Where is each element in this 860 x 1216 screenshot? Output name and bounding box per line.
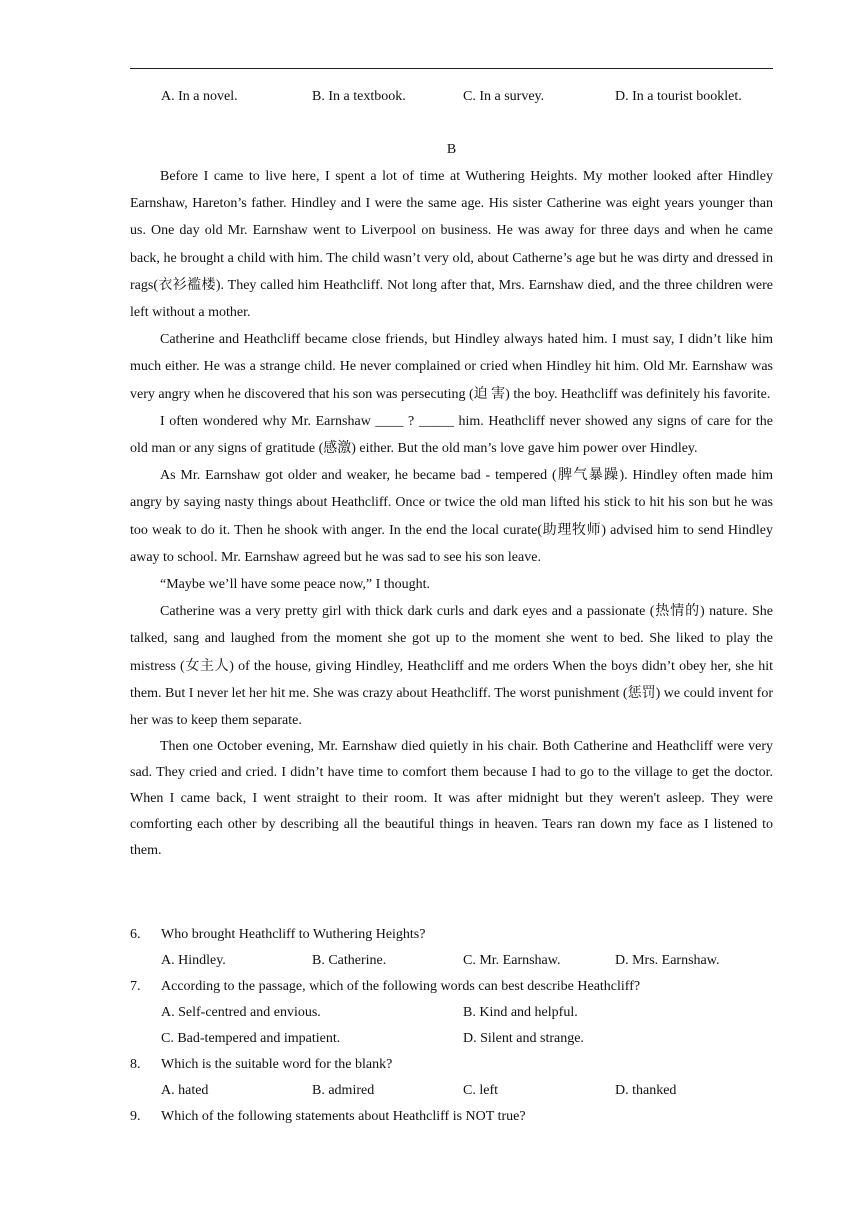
question-text: According to the passage, which of the following words can best describe Heathcliff? <box>161 979 641 994</box>
option-b[interactable]: B. In a textbook. <box>312 89 406 104</box>
question-number: 6. <box>130 927 141 942</box>
option-d[interactable]: D. thanked <box>615 1083 677 1098</box>
option-b[interactable]: B. admired <box>312 1083 375 1098</box>
question-text: Who brought Heathcliff to Wuthering Heights? <box>161 927 426 942</box>
option-c[interactable]: C. Mr. Earnshaw. <box>463 953 561 968</box>
reading-passage <box>130 163 773 864</box>
option-b[interactable]: B. Catherine. <box>312 953 387 968</box>
option-a[interactable]: A. Self-centred and envious. <box>161 1005 321 1020</box>
option-c[interactable]: C. Bad-tempered and impatient. <box>161 1031 341 1046</box>
question-number: 7. <box>130 979 141 994</box>
question-number: 8. <box>130 1057 141 1072</box>
option-a[interactable]: A. In a novel. <box>161 89 238 104</box>
option-d[interactable]: D. In a tourist booklet. <box>615 89 742 104</box>
option-c[interactable]: C. left <box>463 1083 498 1098</box>
paragraph-7: Then one October evening, Mr. Earnshaw died quietly in his chair. Both Catherine and Heathcliff were very sad. They cried and cried. I didn’t have time to comfort them because I had to go to the village to get the doctor. When I came back, I went straight to their room. It was after midnight but they weren't asleep. They were comforting each other by describing all the beautiful things in heaven. Tears ran down my face as I listened to them. <box>130 739 773 859</box>
question-number: 9. <box>130 1109 141 1124</box>
paragraph-6: Catherine was a very pretty girl with thick dark curls and dark eyes and a passionate (热情的) nature. She talked, sang and laughed from the moment she got up to the moment she went to bed. She liked to play the mistress (女主人) of the house, giving Hindley, Heathcliff and me orders When the boys didn’t obey her, she hit them. But I never let her hit me. She was crazy about Heathcliff. The worst punishment (惩罚) we could invent for her was to keep them separate. <box>130 604 773 729</box>
option-b[interactable]: B. Kind and helpful. <box>463 1005 578 1020</box>
paragraph-1: Before I came to live here, I spent a lot of time at Wuthering Heights. My mother looked after Hindley Earnshaw, Hareton’s father. Hindley and I were the same age. His sister Catherine was eight years younger than us. One day old Mr. Earnshaw went to Liverpool on business. He was away for three days and when he came back, he brought a child with him. The child wasn’t very old, about Catherne’s age but he was dirty and dressed in rags(衣衫褴楼). They called him Heathcliff. Not long after that, Mrs. Earnshaw died, and the three children were left without a mother. <box>130 169 773 321</box>
paragraph-3: I often wondered why Mr. Earnshaw ____ ? _____ him. Heathcliff never showed any signs of care for the old man or any signs of gratitude (感激) either. But the old man’s love gave him power over Hindley. <box>130 413 773 457</box>
option-a[interactable]: A. Hindley. <box>161 953 226 968</box>
option-c[interactable]: C. In a survey. <box>463 89 545 104</box>
option-d[interactable]: D. Mrs. Earnshaw. <box>615 953 720 968</box>
question-text: Which of the following statements about Heathcliff is NOT true? <box>161 1109 526 1124</box>
option-d[interactable]: D. Silent and strange. <box>463 1031 584 1046</box>
paragraph-2: Catherine and Heathcliff became close friends, but Hindley always hated him. I must say, I didn’t like him much either. He was a strange child. He never complained or cried when Hindley hit him. Old Mr. Earnshaw was very angry when he discovered that his son was persecuting (迫 害) the boy. Heathcliff was definitely his favorite. <box>130 332 773 402</box>
paragraph-4: As Mr. Earnshaw got older and weaker, he became bad - tempered (脾气暴躁). Hindley often made him angry by saying nasty things about Heathcliff. Once or twice the old man lifted his stick to hit his son but he was too weak to do it. Then he shook with anger. In the end the local curate(助理牧师) advised him to send Hindley away to school. Mr. Earnshaw agreed but he was sad to see his son leave. <box>130 468 773 565</box>
option-a[interactable]: A. hated <box>161 1083 209 1098</box>
paragraph-5: “Maybe we’ll have some peace now,” I thought. <box>160 577 431 593</box>
header-rule <box>130 68 773 69</box>
question-text: Which is the suitable word for the blank? <box>161 1057 393 1072</box>
section-label: B <box>446 142 457 157</box>
